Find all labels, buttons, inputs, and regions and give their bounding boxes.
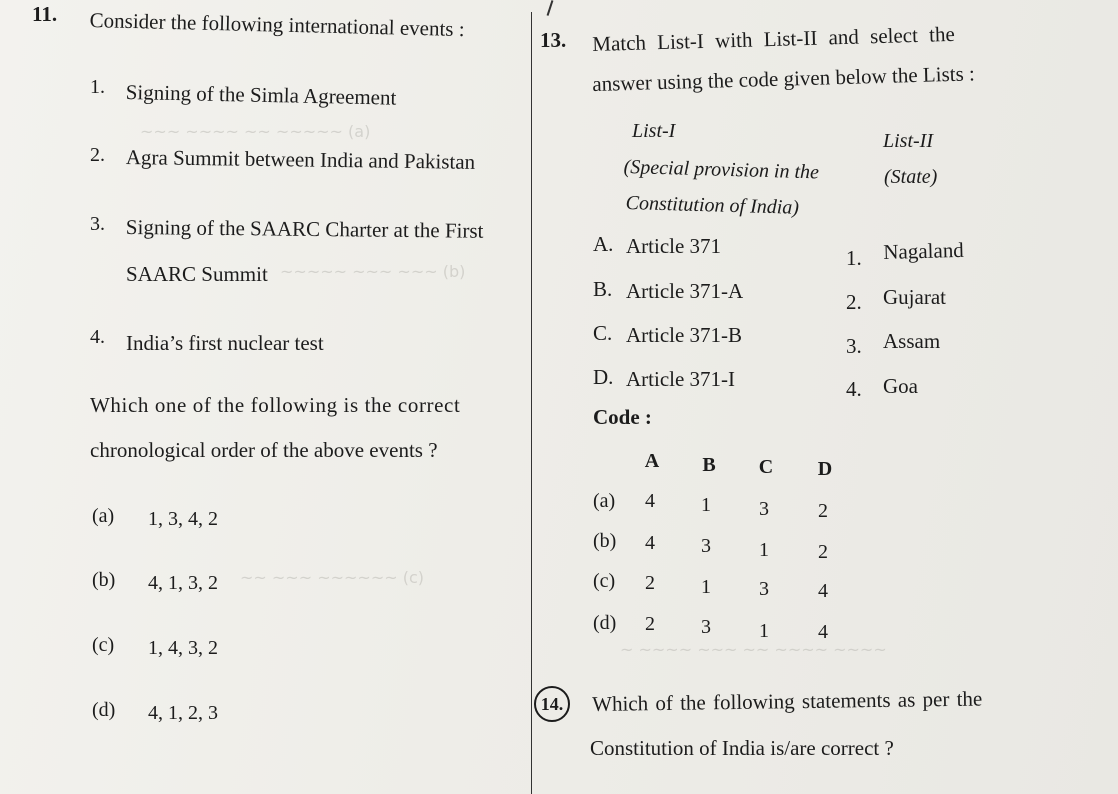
event-number: 2. (90, 144, 105, 166)
question-stem: Match List-I with List-II and select the (592, 21, 956, 56)
question-number: 11. (32, 2, 58, 26)
option-letter: (b) (92, 569, 116, 591)
list1-item-text: Article 371-I (626, 367, 736, 391)
list2-item-number: 2. (846, 290, 862, 314)
code-option-letter: (c) (593, 570, 616, 592)
code-value: 1 (759, 539, 769, 561)
pen-mark (547, 0, 554, 16)
code-value: 3 (759, 578, 769, 600)
event-text: India’s first nuclear test (126, 331, 324, 355)
list1-item-text: Article 371-B (626, 323, 743, 347)
event-text: Agra Summit between India and Pakistan (125, 145, 476, 174)
list1-title: List-I (632, 120, 676, 142)
list2-item-text: Goa (883, 374, 918, 398)
list2-item-text: Gujarat (883, 285, 946, 309)
option-letter: (c) (92, 634, 115, 656)
code-value: 1 (759, 620, 769, 642)
code-option-letter: (b) (593, 530, 617, 552)
code-value: 3 (701, 535, 711, 557)
show-through-text: ~~~~~ ~~~ ~~~ (b) (280, 262, 466, 281)
option-text: 4, 1, 3, 2 (148, 572, 218, 594)
list2-item-number: 1. (846, 246, 862, 270)
option-letter: (d) (92, 699, 116, 721)
question-stem: Constitution of India is/are correct ? (590, 736, 894, 760)
code-value: 2 (818, 500, 828, 522)
code-value: 4 (645, 532, 655, 554)
show-through-text: ~~ ~~~ ~~~~~~ (c) (240, 568, 425, 587)
code-value: 4 (818, 580, 828, 602)
option-text: 1, 3, 4, 2 (148, 508, 218, 530)
circled-question-number: 14. (534, 686, 570, 722)
list1-item-letter: B. (593, 277, 613, 301)
question-line: Which one of the following is the correct (90, 393, 461, 417)
code-header: D (817, 458, 833, 480)
event-text: Signing of the Simla Agreement (125, 80, 397, 110)
show-through-text: ~ ~~~~ ~~~ ~~ ~~~~ ~~~~ (620, 640, 887, 659)
list2-title: List-II (883, 130, 933, 152)
event-number: 3. (90, 213, 105, 235)
question-line: chronological order of the above events ? (90, 438, 438, 462)
list1-subtitle: (Special provision in the (623, 156, 820, 184)
question-number: 13. (540, 28, 567, 52)
code-option-letter: (a) (593, 490, 616, 512)
list1-subtitle: Constitution of India) (625, 192, 800, 219)
code-value: 4 (818, 621, 828, 643)
code-value: 1 (701, 494, 711, 516)
list2-item-number: 4. (846, 377, 862, 401)
list1-item-letter: C. (593, 321, 613, 345)
code-option-letter: (d) (593, 612, 617, 634)
code-header: C (758, 456, 774, 478)
question-stem: Consider the following international events : (89, 8, 465, 42)
event-text: SAARC Summit (126, 262, 268, 286)
list2-subtitle: (State) (884, 166, 938, 188)
code-value: 2 (645, 572, 655, 594)
list2-item-number: 3. (846, 334, 862, 358)
column-divider (531, 12, 532, 794)
show-through-text: ~~~ ~~~~ ~~ ~~~~~ (a) (140, 122, 371, 141)
code-value: 4 (645, 490, 655, 512)
code-header: B (702, 454, 716, 476)
list1-item-letter: D. (593, 365, 614, 389)
question-stem: answer using the code given below the Lists : (592, 61, 976, 96)
event-number: 4. (90, 326, 105, 348)
code-value: 3 (759, 498, 769, 520)
code-value: 3 (701, 616, 711, 638)
list1-item-text: Article 371 (626, 234, 722, 258)
list2-item-text: Nagaland (883, 237, 965, 264)
code-value: 1 (701, 576, 711, 598)
option-text: 4, 1, 2, 3 (148, 702, 218, 724)
code-label: Code : (593, 405, 652, 429)
option-letter: (a) (92, 505, 115, 527)
code-value: 2 (818, 541, 828, 563)
option-text: 1, 4, 3, 2 (148, 637, 218, 659)
list2-item-text: Assam (883, 329, 941, 353)
event-number: 1. (90, 76, 105, 98)
list1-item-text: Article 371-A (626, 279, 744, 303)
code-value: 2 (645, 613, 655, 635)
question-stem: Which of the following statements as per the (592, 686, 983, 716)
code-header: A (644, 450, 660, 472)
list1-item-letter: A. (593, 232, 614, 256)
event-text: Signing of the SAARC Charter at the First (125, 215, 484, 243)
